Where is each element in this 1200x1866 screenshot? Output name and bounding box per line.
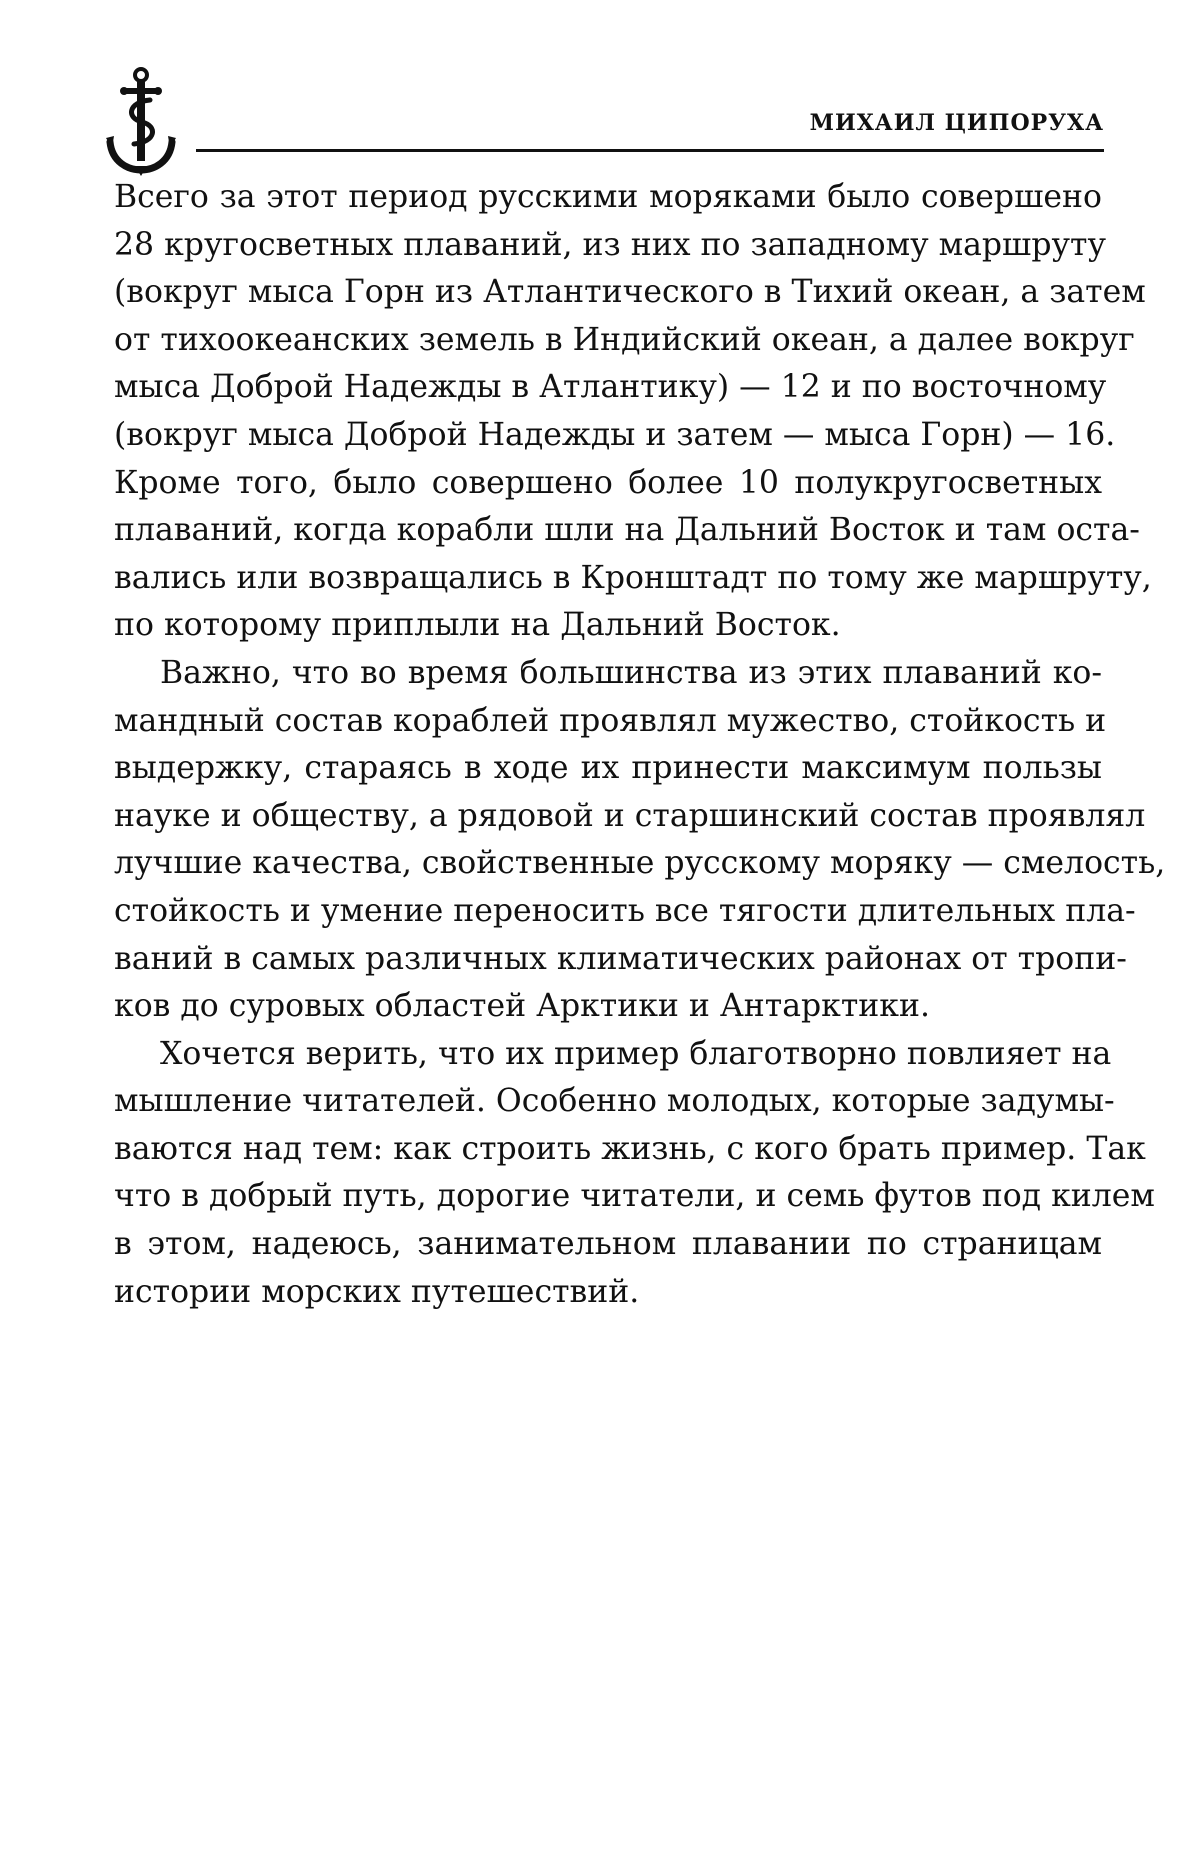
text-line: ваются над тем: как строить жизнь, с кого брать пример. Так — [114, 1130, 1146, 1167]
text-line: 28 кругосветных плаваний, из них по западному маршруту — [114, 226, 1107, 263]
text-line: что в добрый путь, дорогие читатели, и семь футов под килем — [114, 1178, 1155, 1215]
text-line: ков до суровых областей Арктики и Антарктики. — [114, 988, 930, 1025]
text-line: в этом, надеюсь, занимательном плавании по страницам — [114, 1226, 1102, 1263]
text-line: Кроме того, было совершено более 10 полукругосветных — [114, 464, 1102, 501]
body-text — [114, 174, 1166, 1316]
text-line: вались или возвращались в Кронштадт по тому же маршруту, — [114, 559, 1152, 596]
text-line: мандный состав кораблей проявлял мужество, стойкость и — [114, 702, 1107, 739]
text-line: Хочется верить, что их пример благотворно повлияет на — [160, 1035, 1112, 1072]
text-line: от тихоокеанских земель в Индийский океан, а далее вокруг — [114, 321, 1135, 358]
text-line: истории морских путешествий. — [114, 1273, 640, 1310]
running-header-author: МИХАИЛ ЦИПОРУХА — [809, 110, 1104, 136]
text-line: ваний в самых различных климатических районах от тропи- — [114, 940, 1127, 977]
text-line: по которому приплыли на Дальний Восток. — [114, 607, 841, 644]
text-line: Важно, что во время большинства из этих плаваний ко- — [160, 654, 1102, 691]
text-line: Всего за этот период русскими моряками было совершено — [114, 179, 1102, 215]
text-line: науке и обществу, а рядовой и старшинский состав проявлял — [114, 797, 1146, 834]
text-line: стойкость и умение переносить все тягости длительных пла- — [114, 892, 1136, 929]
text-line: выдержку, стараясь в ходе их принести максимум пользы — [114, 750, 1102, 787]
anchor-icon — [104, 66, 178, 176]
text-line: мышление читателей. Особенно молодых, которые задумы- — [114, 1083, 1115, 1120]
text-line: (вокруг мыса Горн из Атлантического в Тихий океан, а затем — [114, 274, 1146, 311]
header-rule — [196, 149, 1104, 152]
text-line: плаваний, когда корабли шли на Дальний Восток и там оста- — [114, 512, 1140, 549]
text-line: лучшие качества, свойственные русскому моряку — смелость, — [114, 845, 1166, 882]
text-line: мыса Доброй Надежды в Атлантику) — 12 и по восточному — [114, 369, 1107, 406]
text-line: (вокруг мыса Доброй Надежды и затем — мыса Горн) — 16. — [114, 416, 1116, 453]
